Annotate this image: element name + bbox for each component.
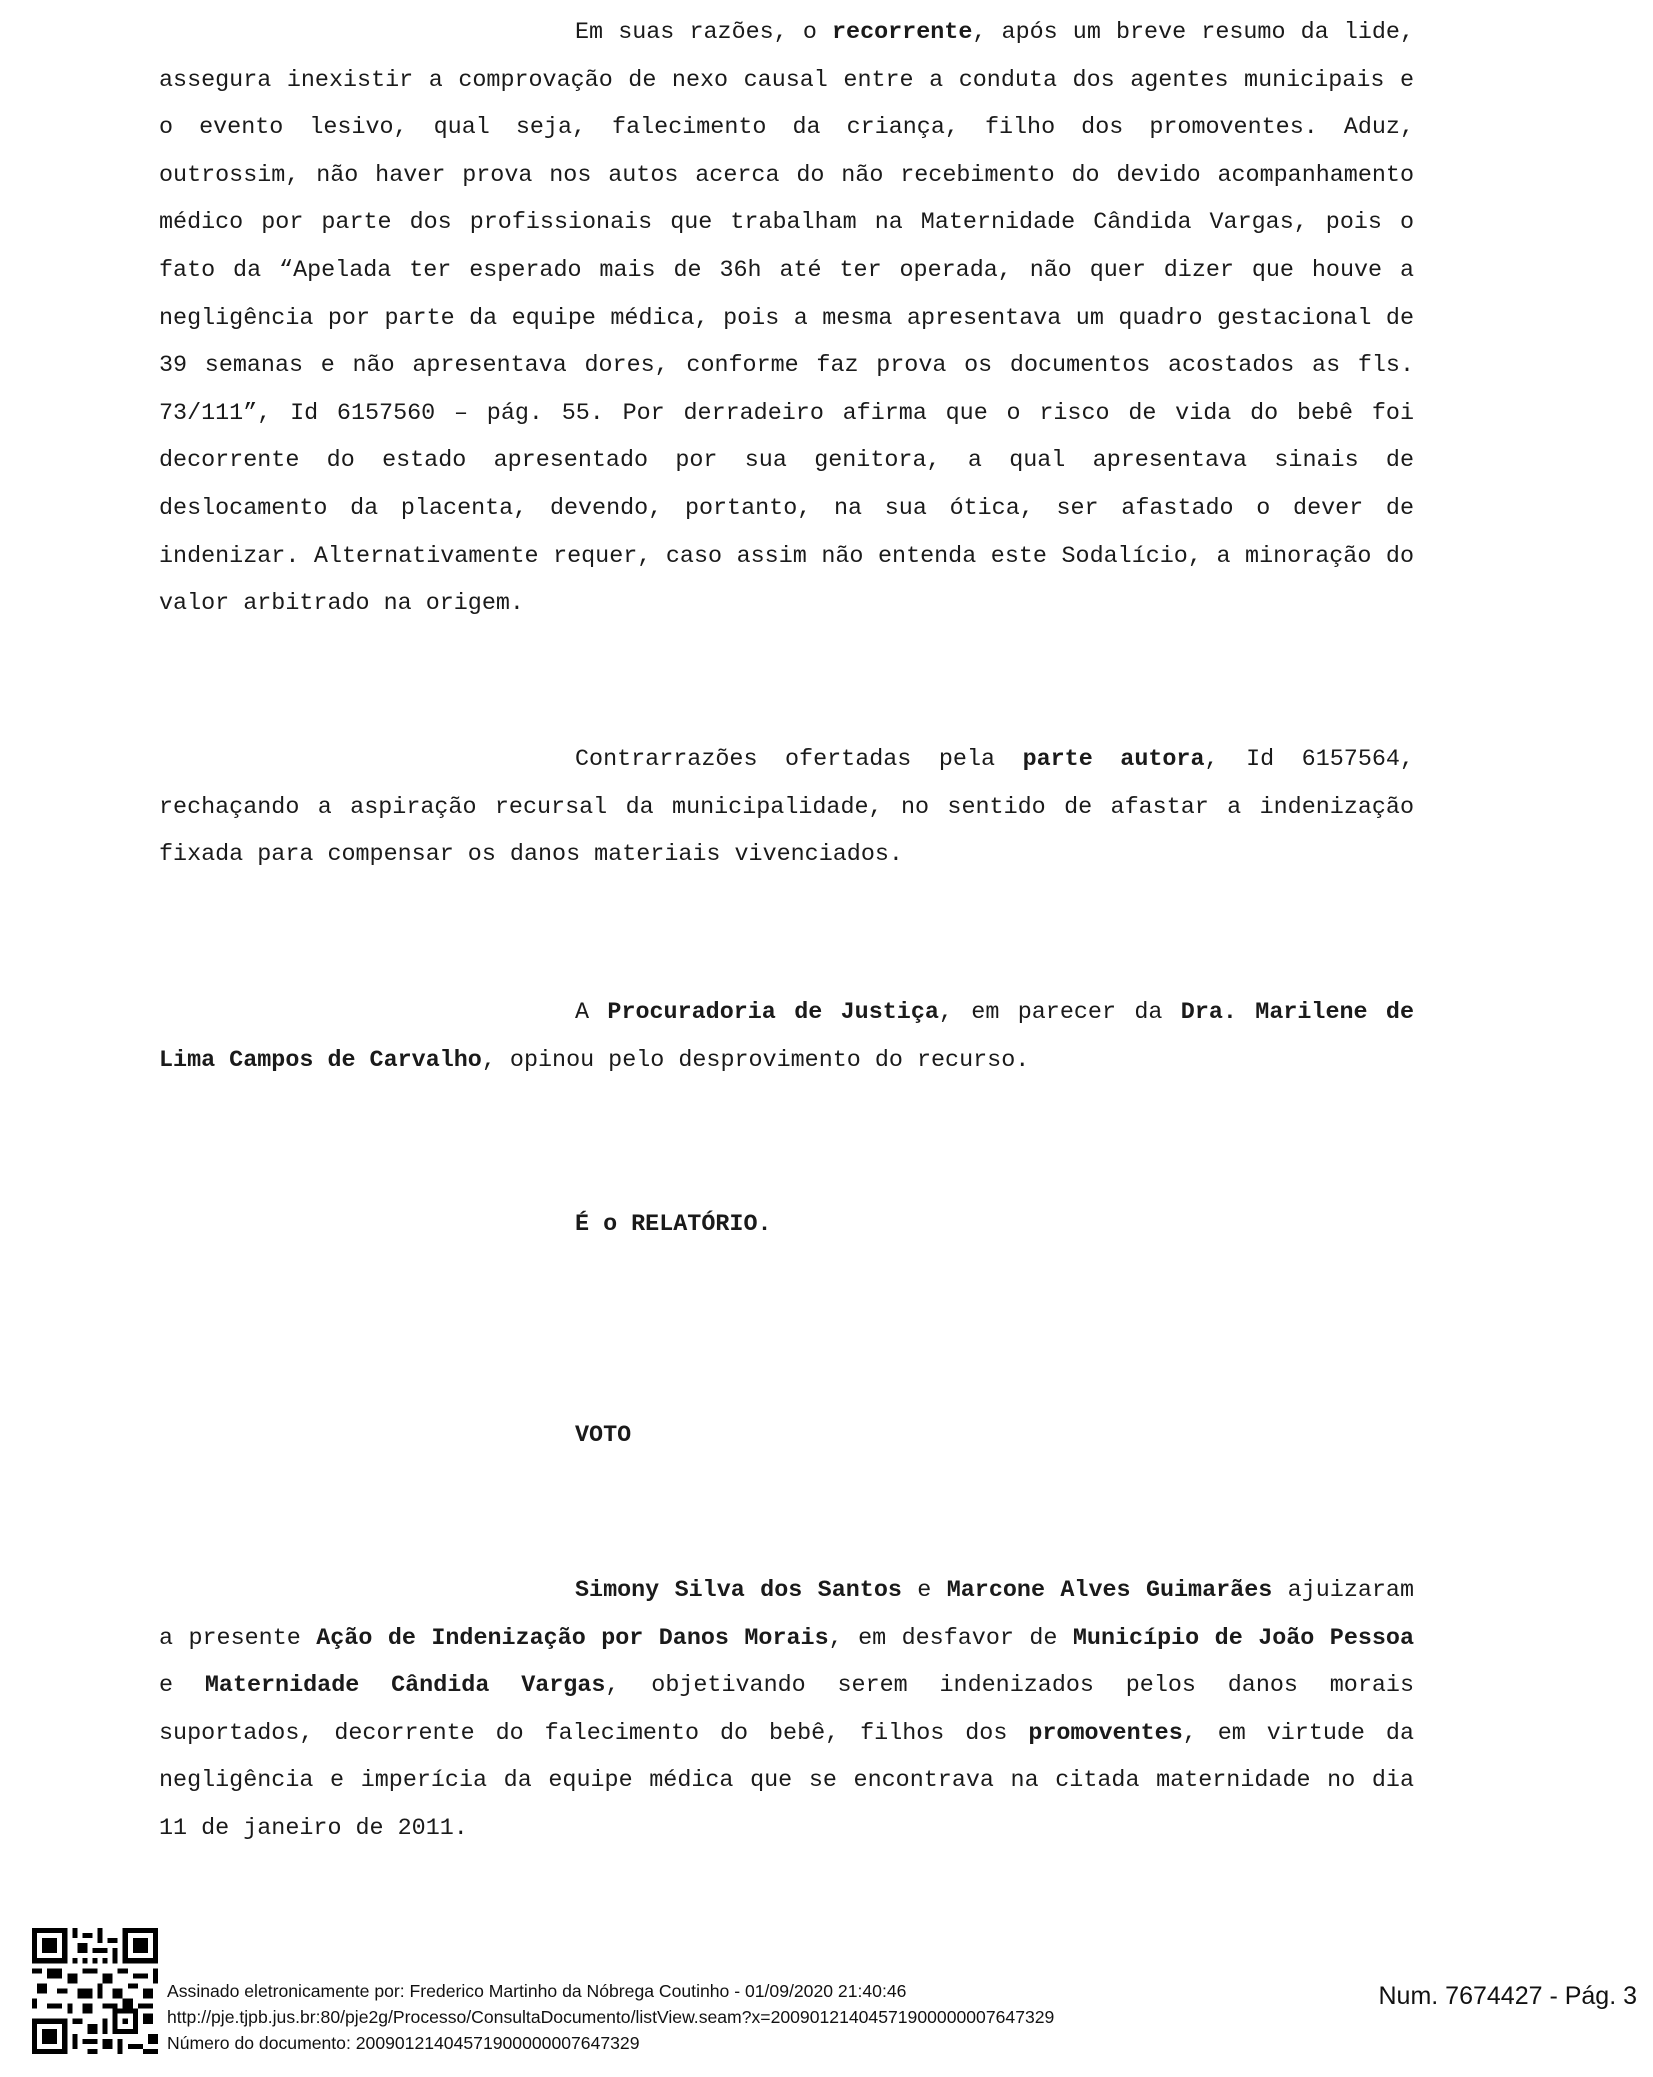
- bold-text: Procuradoria de Justiça: [607, 1000, 939, 1026]
- signature-info: [167, 1978, 1054, 2056]
- bold-text: promoventes: [1028, 1720, 1183, 1747]
- text-run: Contrarrazões ofertadas pela: [575, 747, 1023, 773]
- document-url-link[interactable]: http://pje.tjpb.jus.br:80/pje2g/Processo/ConsultaDocumento/listView.seam?x=20090121404571900000007647329: [167, 2007, 1055, 2027]
- text-run: , em parecer da: [938, 1000, 1181, 1026]
- paragraph-razoes: [159, 10, 1414, 629]
- bold-text: Simony Silva dos Santos: [575, 1578, 902, 1604]
- text-run: , em virtude da negligência e imperícia da equipe médica que se encontrava na citada maternidade no dia 11 de janeiro de 2011.: [159, 1720, 1414, 1842]
- paragraph-voto: [159, 1568, 1414, 1854]
- signature-footer: [0, 1920, 1653, 2077]
- text-run: , após um breve resumo da lide, assegura inexistir a comprovação de nexo causal entre a conduta dos agentes municipais e o evento lesivo, qual seja, falecimento da criança, filho dos promoventes. Aduz, outrossim, não haver prova nos autos acerca do não recebimento do devido acompanhamento médico por parte dos profissionais que trabalham na Maternidade Cândida Vargas, pois o fato da “Apelada ter esperado mais de 36h até ter operada, não quer dizer que houve a negligência por parte da equipe médica, pois a mesma apresentava um quadro gestacional de 39 semanas e não apresentava dores, conforme faz prova os documentos acostados as fls. 73/111”, Id 6157560 – pág. 55. Por derradeiro afirma que o risco de vida do bebê foi decorrente do estado apresentado por sua genitora, a qual apresentava sinais de deslocamento da placenta, devendo, portanto, na sua ótica, ser afastado o dever de indenizar. Alternativamente requer, caso assim não entenda este Sodalício, a minoração do valor arbitrado na origem.: [159, 20, 1414, 618]
- text-run: Em suas razões, o: [575, 20, 832, 46]
- qr-code-icon[interactable]: [32, 1928, 158, 2054]
- signed-by-line: Assinado eletronicamente por: Frederico Martinho da Nóbrega Coutinho - 01/09/2020 21:40:46: [167, 1981, 907, 2001]
- text-run: e: [159, 1673, 205, 1700]
- document-number-line: Número do documento: 20090121404571900000007647329: [167, 2033, 640, 2053]
- text-run: e: [901, 1578, 947, 1604]
- bold-text: recorrente: [832, 20, 973, 46]
- text-run: , Id 6157564, rechaçando a aspiração recursal da municipalidade, no sentido de afastar a indenização fixada para compensar os danos materiais vivenciados.: [159, 747, 1414, 869]
- text-run: ajuizaram a presente: [159, 1578, 1414, 1652]
- bold-text: Município de João Pessoa: [1072, 1625, 1415, 1652]
- heading-voto: VOTO: [575, 1423, 632, 1449]
- bold-text: Dra. Marilene de Lima Campos de Carvalho: [159, 1000, 1415, 1074]
- text-run: A: [575, 1000, 608, 1026]
- bold-text: Maternidade Cândida Vargas: [204, 1673, 606, 1700]
- bold-text: Ação de Indenização por Danos Morais: [316, 1625, 829, 1652]
- bold-text: parte autora: [1022, 747, 1205, 773]
- text-run: , em desfavor de: [828, 1625, 1073, 1652]
- paragraph-procuradoria: [159, 990, 1414, 1085]
- heading-relatorio: É o RELATÓRIO.: [575, 1212, 772, 1238]
- text-run: , objetivando serem indenizados pelos danos morais suportados, decorrente do falecimento do bebê, filhos dos: [159, 1673, 1414, 1747]
- text-run: , opinou pelo desprovimento do recurso.: [481, 1047, 1030, 1074]
- page-number: Num. 7674427 - Pág. 3: [1378, 1982, 1637, 2010]
- paragraph-contrarrazoes: [159, 737, 1414, 880]
- bold-text: Marcone Alves Guimarães: [946, 1578, 1273, 1604]
